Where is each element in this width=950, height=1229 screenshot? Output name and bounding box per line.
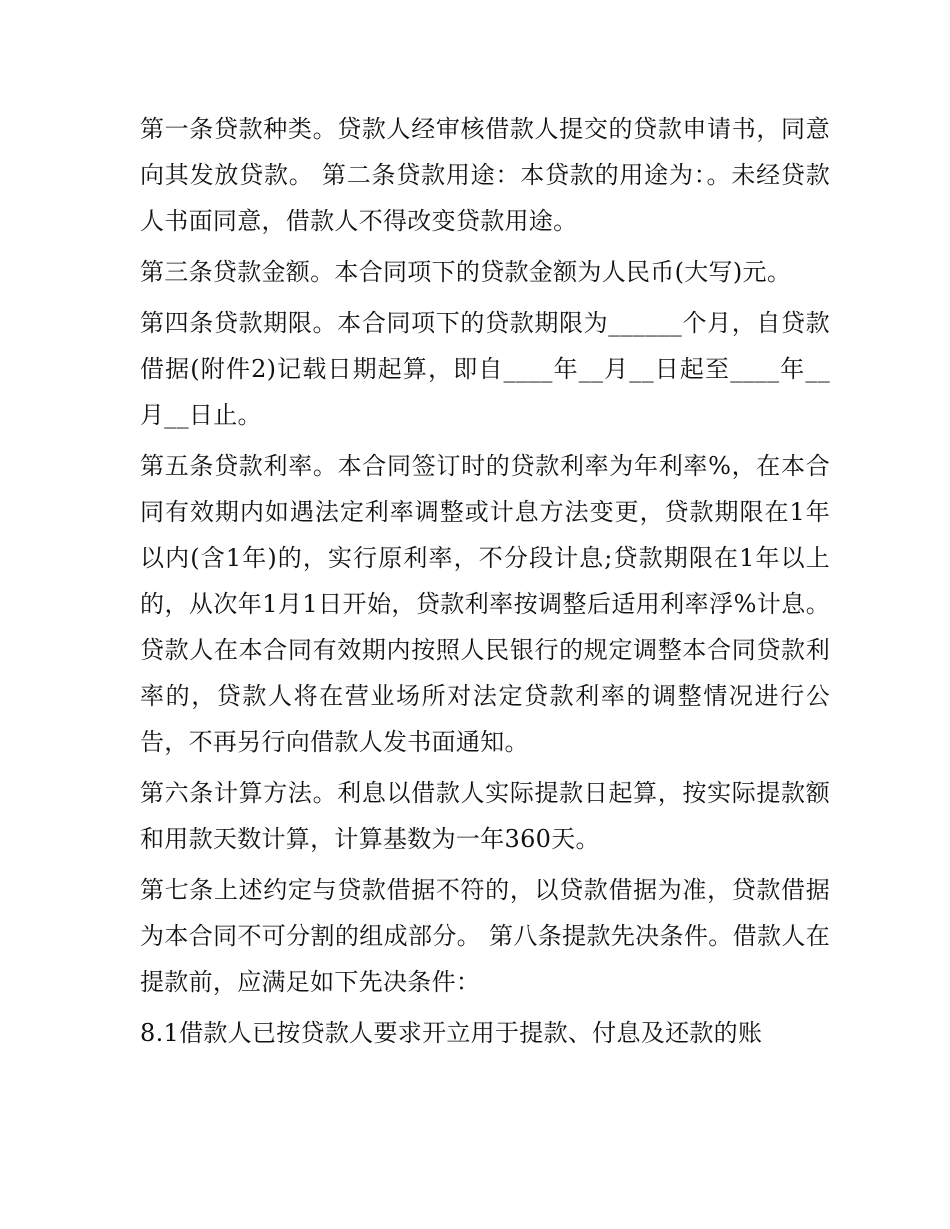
paragraph-article-1-2: 第一条贷款种类。贷款人经审核借款人提交的贷款申请书，同意向其发放贷款。 第二条贷款用途：本贷款的用途为：。未经贷款人书面同意，借款人不得改变贷款用途。 — [140, 115, 830, 235]
paragraph-article-5: 第五条贷款利率。本合同签订时的贷款利率为年利率%，在本合同有效期内如遇法定利率调整或计息方法变更，贷款期限在1年以内(含1年)的，实行原利率，不分段计息;贷款期限在1年以上的，从次年1月1日开始，贷款利率按调整后适用利率浮%计息。贷款人在本合同有效期内按照人民银行的规定调整本合同贷款利率的，贷款人将在营业场所对法定贷款利率的调整情况进行公告，不再另行向借款人发书面通知。 — [140, 452, 830, 756]
paragraph-clause-8-1: 8.1借款人已按贷款人要求开立用于提款、付息及还款的账 — [140, 1019, 763, 1047]
document-body — [140, 106, 830, 1061]
paragraph-article-3: 第三条贷款金额。本合同项下的贷款金额为人民币(大写)元。 — [140, 258, 792, 286]
paragraph-article-7-8: 第七条上述约定与贷款借据不符的，以贷款借据为准，贷款借据为本合同不可分割的组成部分。 第八条提款先决条件。借款人在提款前，应满足如下先决条件： — [140, 876, 830, 996]
paragraph-article-4: 第四条贷款期限。本合同项下的贷款期限为______个月，自贷款借据(附件2)记载日期起算，即自____年__月__日起至____年__月__日止。 — [140, 309, 830, 429]
paragraph-article-6: 第六条计算方法。利息以借款人实际提款日起算，按实际提款额和用款天数计算，计算基数为一年360天。 — [140, 779, 830, 853]
